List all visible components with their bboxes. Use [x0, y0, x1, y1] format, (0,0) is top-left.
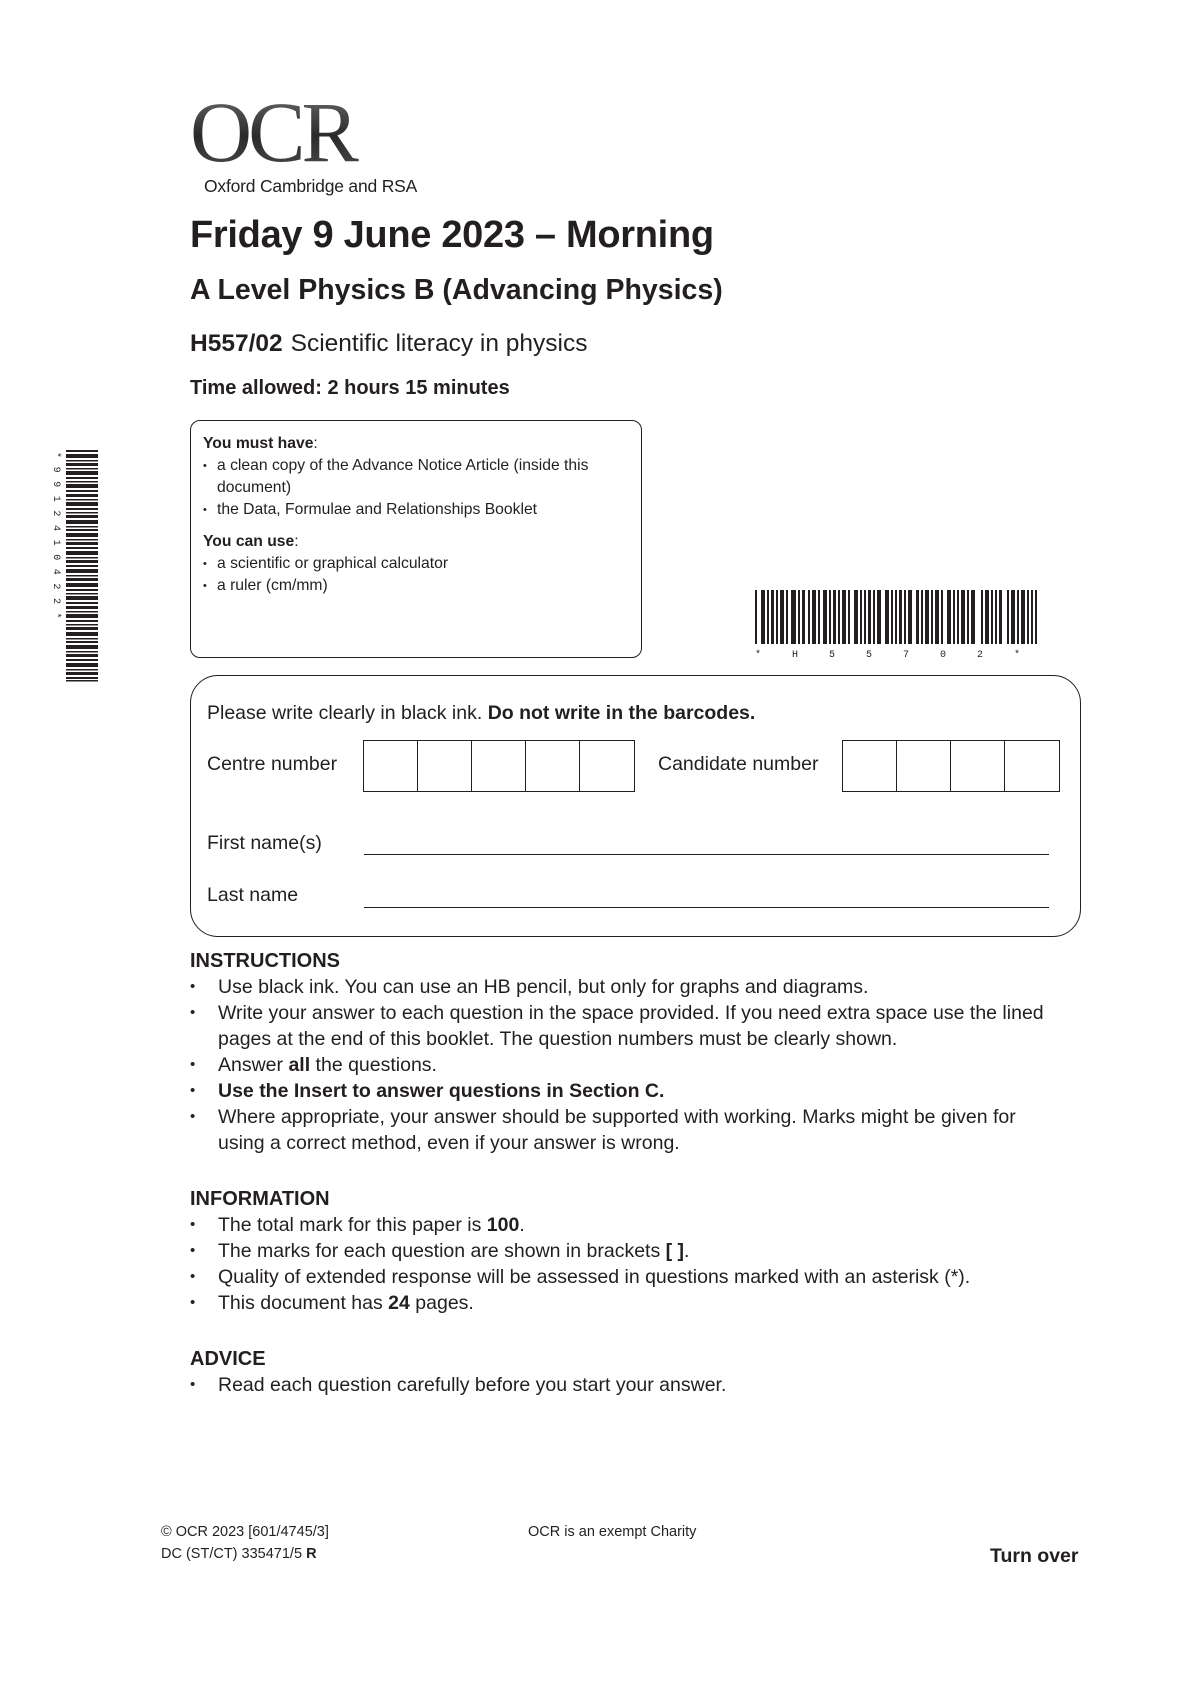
candidate-number-cell[interactable]: [951, 741, 1005, 791]
information-list: [190, 1212, 1090, 1316]
information-item: • This document has 24 pages.: [190, 1290, 1090, 1316]
first-name-label: First name(s): [207, 832, 322, 854]
candidate-number-label: Candidate number: [658, 753, 819, 775]
instruction-item: • Where appropriate, your answer should be supported with working. Marks might be given for using a correct method, even if your answer is wrong.: [190, 1104, 1030, 1156]
side-barcode-digits: *9912410422*: [50, 452, 61, 628]
advice-item: • Read each question carefully before you start your answer.: [190, 1372, 1090, 1398]
requirements-box: [190, 420, 642, 658]
can-use-list: [203, 553, 641, 597]
instruction-item: • Write your answer to each question in the space provided. If you need extra space use the lined pages at the end of this booklet. The question numbers must be clearly shown.: [190, 1000, 1090, 1052]
logo-subtitle: Oxford Cambridge and RSA: [204, 176, 418, 196]
information-heading: INFORMATION: [190, 1188, 330, 1210]
last-name-field[interactable]: [364, 907, 1049, 908]
information-section: [190, 1186, 1090, 1316]
turn-over: Turn over: [990, 1545, 1079, 1567]
instructions-section: [190, 948, 1090, 1156]
candidate-details-box: [190, 675, 1081, 937]
charity-statement: OCR is an exempt Charity: [528, 1524, 697, 1540]
centre-number-cell[interactable]: [526, 741, 580, 791]
centre-number-input[interactable]: [363, 740, 635, 792]
subject-title: A Level Physics B (Advancing Physics): [190, 274, 723, 306]
exam-date-title: Friday 9 June 2023 – Morning: [190, 214, 714, 256]
centre-number-cell[interactable]: [580, 741, 634, 791]
paper-code: H557/02: [190, 330, 283, 357]
must-have-list: [203, 455, 641, 521]
candidate-number-input[interactable]: [842, 740, 1060, 792]
information-item: • The total mark for this paper is 100.: [190, 1212, 1090, 1238]
document-code: DC (ST/CT) 335471/5 R: [161, 1546, 317, 1562]
information-item: • The marks for each question are shown in brackets [ ].: [190, 1238, 1090, 1264]
side-barcode: [50, 450, 100, 682]
candidate-number-cell[interactable]: [1005, 741, 1059, 791]
instructions-list: [190, 974, 1090, 1156]
instruction-item: • Use the Insert to answer questions in Section C.: [190, 1078, 1090, 1104]
paper-barcode-digits: *H55702*: [755, 650, 1045, 660]
paper-code-line: [190, 330, 587, 358]
advice-heading: ADVICE: [190, 1348, 266, 1370]
last-name-label: Last name: [207, 884, 299, 906]
candidate-number-cell[interactable]: [897, 741, 951, 791]
instruction-item: • Use black ink. You can use an HB pencil, but only for graphs and diagrams.: [190, 974, 1090, 1000]
can-use-item: • a ruler (cm/mm): [203, 575, 641, 597]
paper-title: Scientific literacy in physics: [290, 330, 588, 357]
time-allowed: Time allowed: 2 hours 15 minutes: [190, 377, 510, 399]
can-use-heading: You can use:: [203, 533, 299, 550]
paper-barcode: [755, 590, 1045, 660]
must-have-item: • a clean copy of the Advance Notice Article (inside this document): [203, 455, 603, 499]
details-instruction: Please write clearly in black ink. Do not write in the barcodes.: [207, 702, 756, 724]
centre-number-label: Centre number: [207, 753, 338, 775]
instructions-heading: INSTRUCTIONS: [190, 950, 340, 972]
candidate-number-cell[interactable]: [843, 741, 897, 791]
advice-list: [190, 1372, 1090, 1398]
logo-mark: OCR: [190, 92, 417, 172]
footer-left: [161, 1521, 329, 1565]
centre-number-cell[interactable]: [472, 741, 526, 791]
must-have-heading: You must have:: [203, 435, 318, 452]
centre-number-cell[interactable]: [364, 741, 418, 791]
ocr-logo: [190, 84, 418, 197]
first-name-field[interactable]: [364, 854, 1049, 855]
centre-number-cell[interactable]: [418, 741, 472, 791]
must-have-item: • the Data, Formulae and Relationships Booklet: [203, 499, 641, 521]
advice-section: [190, 1346, 1090, 1398]
instruction-item: • Answer all the questions.: [190, 1052, 1090, 1078]
information-item: • Quality of extended response will be assessed in questions marked with an asterisk (*).: [190, 1264, 1090, 1290]
copyright: © OCR 2023 [601/4745/3]: [161, 1524, 329, 1540]
can-use-item: • a scientific or graphical calculator: [203, 553, 641, 575]
